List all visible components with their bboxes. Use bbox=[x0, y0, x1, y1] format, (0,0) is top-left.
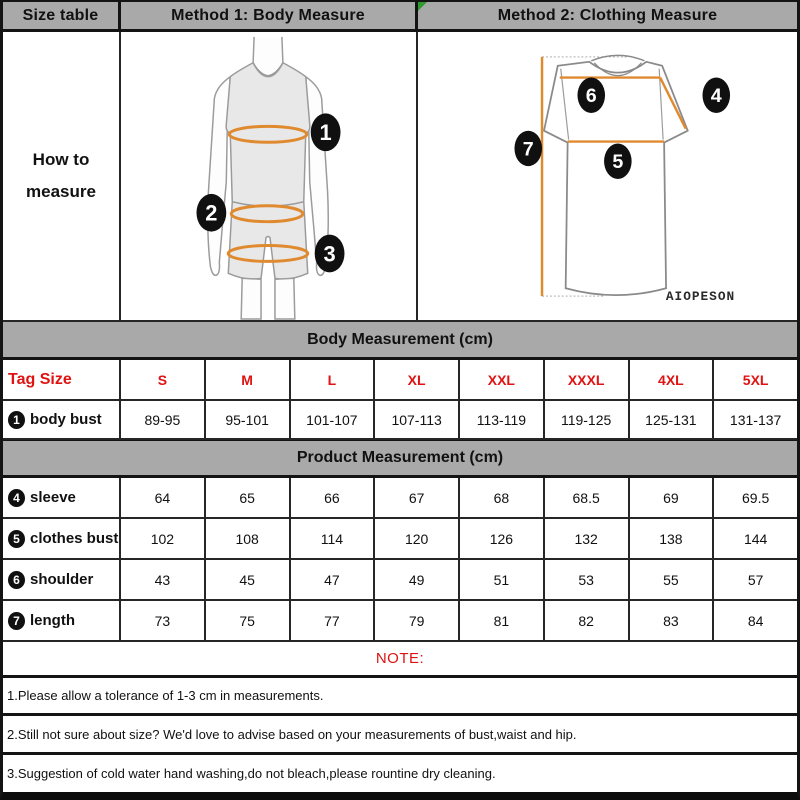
body-bust-xxl: 113-119 bbox=[460, 401, 545, 438]
body-bust-label bbox=[3, 401, 121, 438]
brand-label: AIOPESON bbox=[665, 289, 736, 305]
badge-4: 4 bbox=[710, 85, 722, 108]
title-row bbox=[3, 2, 797, 32]
circled-5-icon: 5 bbox=[8, 530, 25, 548]
sleeve-4xl: 69 bbox=[630, 478, 715, 517]
sleeve-text: sleeve bbox=[30, 489, 76, 506]
tshirt-figure-icon bbox=[418, 32, 797, 320]
length-5xl: 84 bbox=[714, 601, 797, 640]
size-col-xxl: XXL bbox=[460, 360, 545, 399]
shoulder-text: shoulder bbox=[30, 571, 94, 588]
shoulder-l: 47 bbox=[291, 560, 376, 599]
sleeve-xl: 67 bbox=[375, 478, 460, 517]
size-col-xxxl: XXXL bbox=[545, 360, 630, 399]
shoulder-5xl: 57 bbox=[714, 560, 797, 599]
clothing-measure-diagram bbox=[418, 32, 797, 320]
shoulder-label bbox=[3, 560, 121, 599]
sleeve-m: 65 bbox=[206, 478, 291, 517]
circled-6-icon: 6 bbox=[8, 571, 25, 589]
clothes-bust-xxl: 126 bbox=[460, 519, 545, 558]
shoulder-xxxl: 53 bbox=[545, 560, 630, 599]
badge-7: 7 bbox=[522, 138, 534, 161]
size-col-xl: XL bbox=[375, 360, 460, 399]
badge-5: 5 bbox=[612, 151, 624, 174]
circled-4-icon: 4 bbox=[8, 489, 25, 507]
clothes-bust-xl: 120 bbox=[375, 519, 460, 558]
how-to-measure-line2: measure bbox=[26, 182, 96, 201]
length-text: length bbox=[30, 612, 75, 629]
note-title-row bbox=[3, 642, 797, 678]
sleeve-l: 66 bbox=[291, 478, 376, 517]
tag-size-row bbox=[3, 360, 797, 401]
length-s: 73 bbox=[121, 601, 206, 640]
shoulder-xxl: 51 bbox=[460, 560, 545, 599]
body-measurement-band: Body Measurement (cm) bbox=[3, 322, 797, 360]
body-figure-icon bbox=[121, 32, 416, 320]
clothes-bust-label bbox=[3, 519, 121, 558]
length-l: 77 bbox=[291, 601, 376, 640]
clothes-bust-xxxl: 132 bbox=[545, 519, 630, 558]
note-item-2: 2.Still not sure about size? We'd love to advise based on your measurements of bust,waist and hip. bbox=[3, 716, 797, 755]
method2-header-label: Method 2: Clothing Measure bbox=[497, 6, 718, 24]
shoulder-4xl: 55 bbox=[630, 560, 715, 599]
badge-2: 2 bbox=[205, 200, 218, 226]
body-bust-m: 95-101 bbox=[206, 401, 291, 438]
body-bust-xl: 107-113 bbox=[375, 401, 460, 438]
shoulder-s: 43 bbox=[121, 560, 206, 599]
badge-3: 3 bbox=[323, 241, 336, 267]
circled-1-icon: 1 bbox=[8, 411, 25, 429]
size-col-l: L bbox=[291, 360, 376, 399]
body-bust-xxxl: 119-125 bbox=[545, 401, 630, 438]
sleeve-label bbox=[3, 478, 121, 517]
length-xxl: 81 bbox=[460, 601, 545, 640]
method2-header bbox=[418, 2, 797, 29]
sleeve-row bbox=[3, 478, 797, 519]
body-bust-5xl: 131-137 bbox=[714, 401, 797, 438]
length-xxxl: 82 bbox=[545, 601, 630, 640]
sleeve-xxxl: 68.5 bbox=[545, 478, 630, 517]
body-bust-l: 101-107 bbox=[291, 401, 376, 438]
body-bust-text: body bust bbox=[30, 411, 102, 428]
note-item-3: 3.Suggestion of cold water hand washing,do not bleach,please rountine dry cleaning. bbox=[7, 766, 496, 781]
size-col-4xl: 4XL bbox=[630, 360, 715, 399]
clothes-bust-l: 114 bbox=[291, 519, 376, 558]
note-item-1: 1.Please allow a tolerance of 1-3 cm in measurements. bbox=[3, 678, 797, 716]
clothes-bust-text: clothes bust bbox=[30, 530, 119, 547]
size-table-header: Size table bbox=[3, 2, 121, 29]
length-row bbox=[3, 601, 797, 642]
shoulder-row bbox=[3, 560, 797, 601]
clothes-bust-row bbox=[3, 519, 797, 560]
clothes-bust-4xl: 138 bbox=[630, 519, 715, 558]
size-col-m: M bbox=[206, 360, 291, 399]
note-title: NOTE: bbox=[375, 650, 425, 667]
body-measure-diagram bbox=[121, 32, 418, 320]
length-4xl: 83 bbox=[630, 601, 715, 640]
body-bust-s: 89-95 bbox=[121, 401, 206, 438]
cell-corner-marker-icon bbox=[418, 2, 427, 11]
length-xl: 79 bbox=[375, 601, 460, 640]
size-col-5xl: 5XL bbox=[714, 360, 797, 399]
circled-7-icon: 7 bbox=[8, 612, 25, 630]
product-measurement-band: Product Measurement (cm) bbox=[3, 440, 797, 478]
badge-6: 6 bbox=[585, 85, 597, 108]
length-label bbox=[3, 601, 121, 640]
body-bust-4xl: 125-131 bbox=[630, 401, 715, 438]
diagram-row bbox=[3, 32, 797, 322]
how-to-measure-label bbox=[3, 32, 121, 320]
length-m: 75 bbox=[206, 601, 291, 640]
shoulder-m: 45 bbox=[206, 560, 291, 599]
how-to-measure-line1: How to bbox=[32, 149, 90, 169]
badge-1: 1 bbox=[319, 120, 332, 146]
clothes-bust-5xl: 144 bbox=[714, 519, 797, 558]
method1-header: Method 1: Body Measure bbox=[121, 2, 418, 29]
sleeve-5xl: 69.5 bbox=[714, 478, 797, 517]
clothes-bust-s: 102 bbox=[121, 519, 206, 558]
body-bust-row bbox=[3, 401, 797, 440]
sleeve-xxl: 68 bbox=[460, 478, 545, 517]
shoulder-xl: 49 bbox=[375, 560, 460, 599]
sleeve-s: 64 bbox=[121, 478, 206, 517]
clothes-bust-m: 108 bbox=[206, 519, 291, 558]
size-col-s: S bbox=[121, 360, 206, 399]
tag-size-label: Tag Size bbox=[3, 360, 121, 399]
